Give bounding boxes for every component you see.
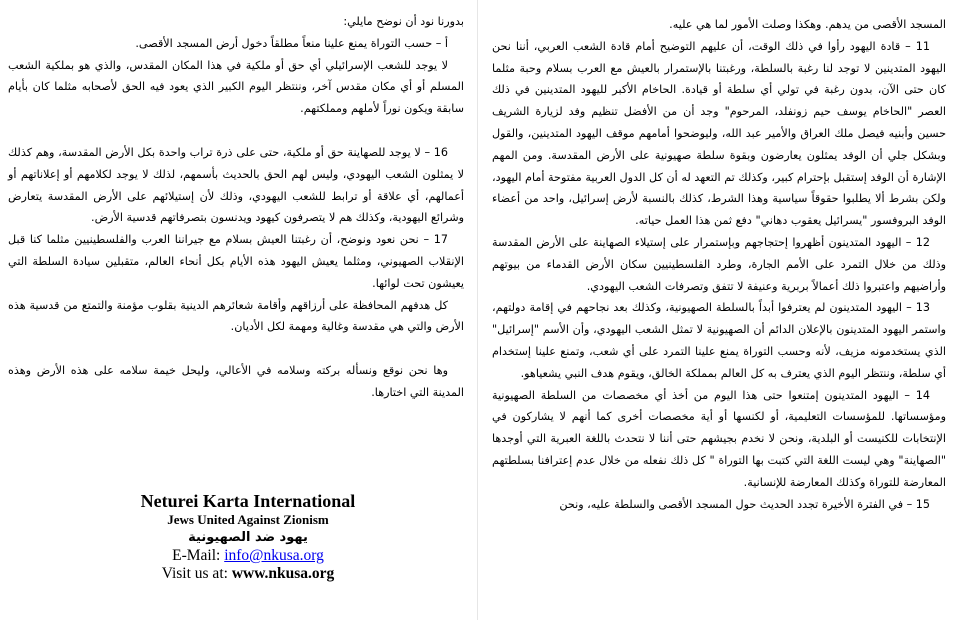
website-label: Visit us at: [161,565,228,582]
paragraph-12: 12 – اليهود المتدينون أظهروا إحتجاجهم وبإستمرار على إستيلاء الصهاينة على الأرض المقدسة وذلك من خلال التمرد على الأمم الجارة، وطرد الفلسطينيين سكان الأرض القدماء من بيوتهم وأراضيهم واعتبروا ذلك أعمالاً بربرية وعنيفة لا تتفق وتصرفات الشعب اليهودي. [492,235,946,293]
right-column [492,14,946,515]
spacer [8,338,464,360]
email-line [128,547,368,565]
email-label: E-Mail: [172,547,221,564]
organization-name: Neturei Karta International [140,491,356,511]
organization-tagline-arabic: يهود ضد الصهيونية [188,530,308,545]
closing-paragraph: وها نحن نوقع ونسأله بركته وسلامه في الأعالي، وليحل خيمة سلامه على هذه الأرض وهذه المدينة التي اختارها. [8,364,464,399]
paragraph-10-end: المسجد الأقصى من يدهم. وهكذا وصلت الأمور لما هي عليه. [669,18,946,31]
paragraph-17-continued: كل هدفهم المحافظة على أرزاقهم وأقامة شعائرهم الدينية بقلوب مؤمنة والتمتع من قدسية هذه الأرض والتي هي مقدسة وغالية ومهمة لكل الأديان. [8,298,464,334]
website-url: www.nkusa.org [231,565,335,582]
signature-block [128,490,368,583]
paragraph-16: 16 – لا يوجد للصهاينة حق أو ملكية، حتى على ذرة تراب واحدة بكل الأرض المقدسة، وهم كذلك لا يمثلون الشعب اليهودي، وليس لهم الحق بالحديث بأسمهم، لذلك لا يوجد لكلامهم أو إعلاناتهم أو أعمالهم، أي علاقة أو ترابط للشعب اليهودي، وذلك لأن إستيلائهم على الأرض المقدسة يتعارض وشرائع اليهودية، وكذلك هم لا يتصرفون كيهود ويدنسون بتصرفاتهم قدسية الأرض. [8,145,464,225]
paragraph-13: 13 – اليهود المتدينون لم يعترفوا أبداً بالسلطة الصهيونية، وكذلك بعد نجاحهم في إقامة دولتهم، واستمر اليهود المتدينون بالإعلان الدائم أن الصهيونية لا تمثل الشعب اليهودي، وأن الأسم "إسرائيل" الذي يستخدمونه مزيف، لأنه وحسب التوراة يمنع علينا التمرد على أي شعب، وتمنع علينا إستخدام أي سلطة، وننتظر اليوم الذي يعترف به كل العالم بمملكة الخالق، ويقوم هدف النبي يشعياهو. [492,301,946,380]
point-a-body: لا يوجد للشعب الإسرائيلي أي حق أو ملكية في هذا المكان المقدس، والذي هو بملكية الشعب المسلم أو أي مكان مقدس آخر، وننتظر اليوم الكبير الذي يعود فيه الحق لأصحابه مثلما كان بأيام سابقة ويكون نوراً لأملهم ومملكتهم. [8,58,464,116]
point-a: أ – حسب التوراة يمنع علينا منعاً مطلقاً دخول أرض المسجد الأقصى. [135,36,448,50]
email-link[interactable]: info@nkusa.org [224,547,324,564]
intro-line: بدورنا نود أن نوضح مايلي: [343,15,464,28]
spacer [8,120,464,142]
paragraph-14: 14 – اليهود المتدينون إمتنعوا حتى هذا اليوم من أخذ أي مخصصات من السلطة الصهيونية ومؤسساتها. للمؤسسات التعليمية، أو لكنسها أو أية مخصصات أخرى كما أنهم لا يشاركون في الإنتخابات للكنيست أو البلدية، ونحن لا نخدم بجيشهم حتى أننا لا نتحدث باللغة العبرية التي أوجدها "الصهاينة" وهي ليست اللغة التي كتبت بها التوراة " كل ذلك نفعله من خلال عدم إعترافنا بسلطتهم المعارضة للتوراة وكذلك المعارضة للإنسانية. [492,388,946,489]
website-line [128,565,368,583]
organization-tagline: Jews United Against Zionism [167,512,329,527]
paragraph-15-start: 15 – في الفترة الأخيرة تجدد الحديث حول المسجد الأقصى والسلطة عليه، ونحن [559,497,930,511]
column-separator [477,0,478,620]
paragraph-17: 17 – نحن نعود ونوضح، أن رغبتنا العيش بسلام مع جيراننا العرب والفلسطينيين مثلما كنا قبل الإنقلاب الصهيوني، ومثلما يعيش اليهود هذه الأيام بكل أنحاء العالم، متقبلين سيادة السلطة التي يعيشون تحت لوائها. [8,233,464,290]
paragraph-11: 11 – قادة اليهود رأوا في ذلك الوقت، أن عليهم التوضيح أمام قادة الشعب العربي، أننا نحن اليهود المتدينين لا توجد لنا رغبة بالسلطة، ورغبتنا بالإستمرار بالعيش مع العرب بسلام وحبة مثلما كان حتى الآن، بدون رغبة في تولي أي سلطة أو قيادة. الحاخام الأكبر لليهود المتدينين في ذلك العصر "الحاخام يوسف حيم زونفلد، المرحوم" وجد أن من الأفضل تنظيم وفد لزيارة الشريف حسين وأبنيه فيصل ملك العراق والأمير عبد الله، وليوضحوا أمامهم موقف اليهود المتدينين، والقول وبشكل جلي أن الوفد يمثلون يعارضون وبقوة سلطة صهيونية على الأرض المقدسة. ومن المهم الإشارة أن الوفد إستقبل بإحترام كبير، وكذلك تم التعهد له أن كل الدول العربية مفتوحة أمام اليهود، ولكن بشرط ألا يطلبوا حقوقاً سياسية وهذا الشرط، كذلك بالنسبة لأرض إسرائيل، واحد من أعضاء الوفد البروفسور "يسرائيل يعقوب دهاني" دفع ثمن هذا العمل حياته. [492,39,946,228]
left-column [8,11,464,404]
